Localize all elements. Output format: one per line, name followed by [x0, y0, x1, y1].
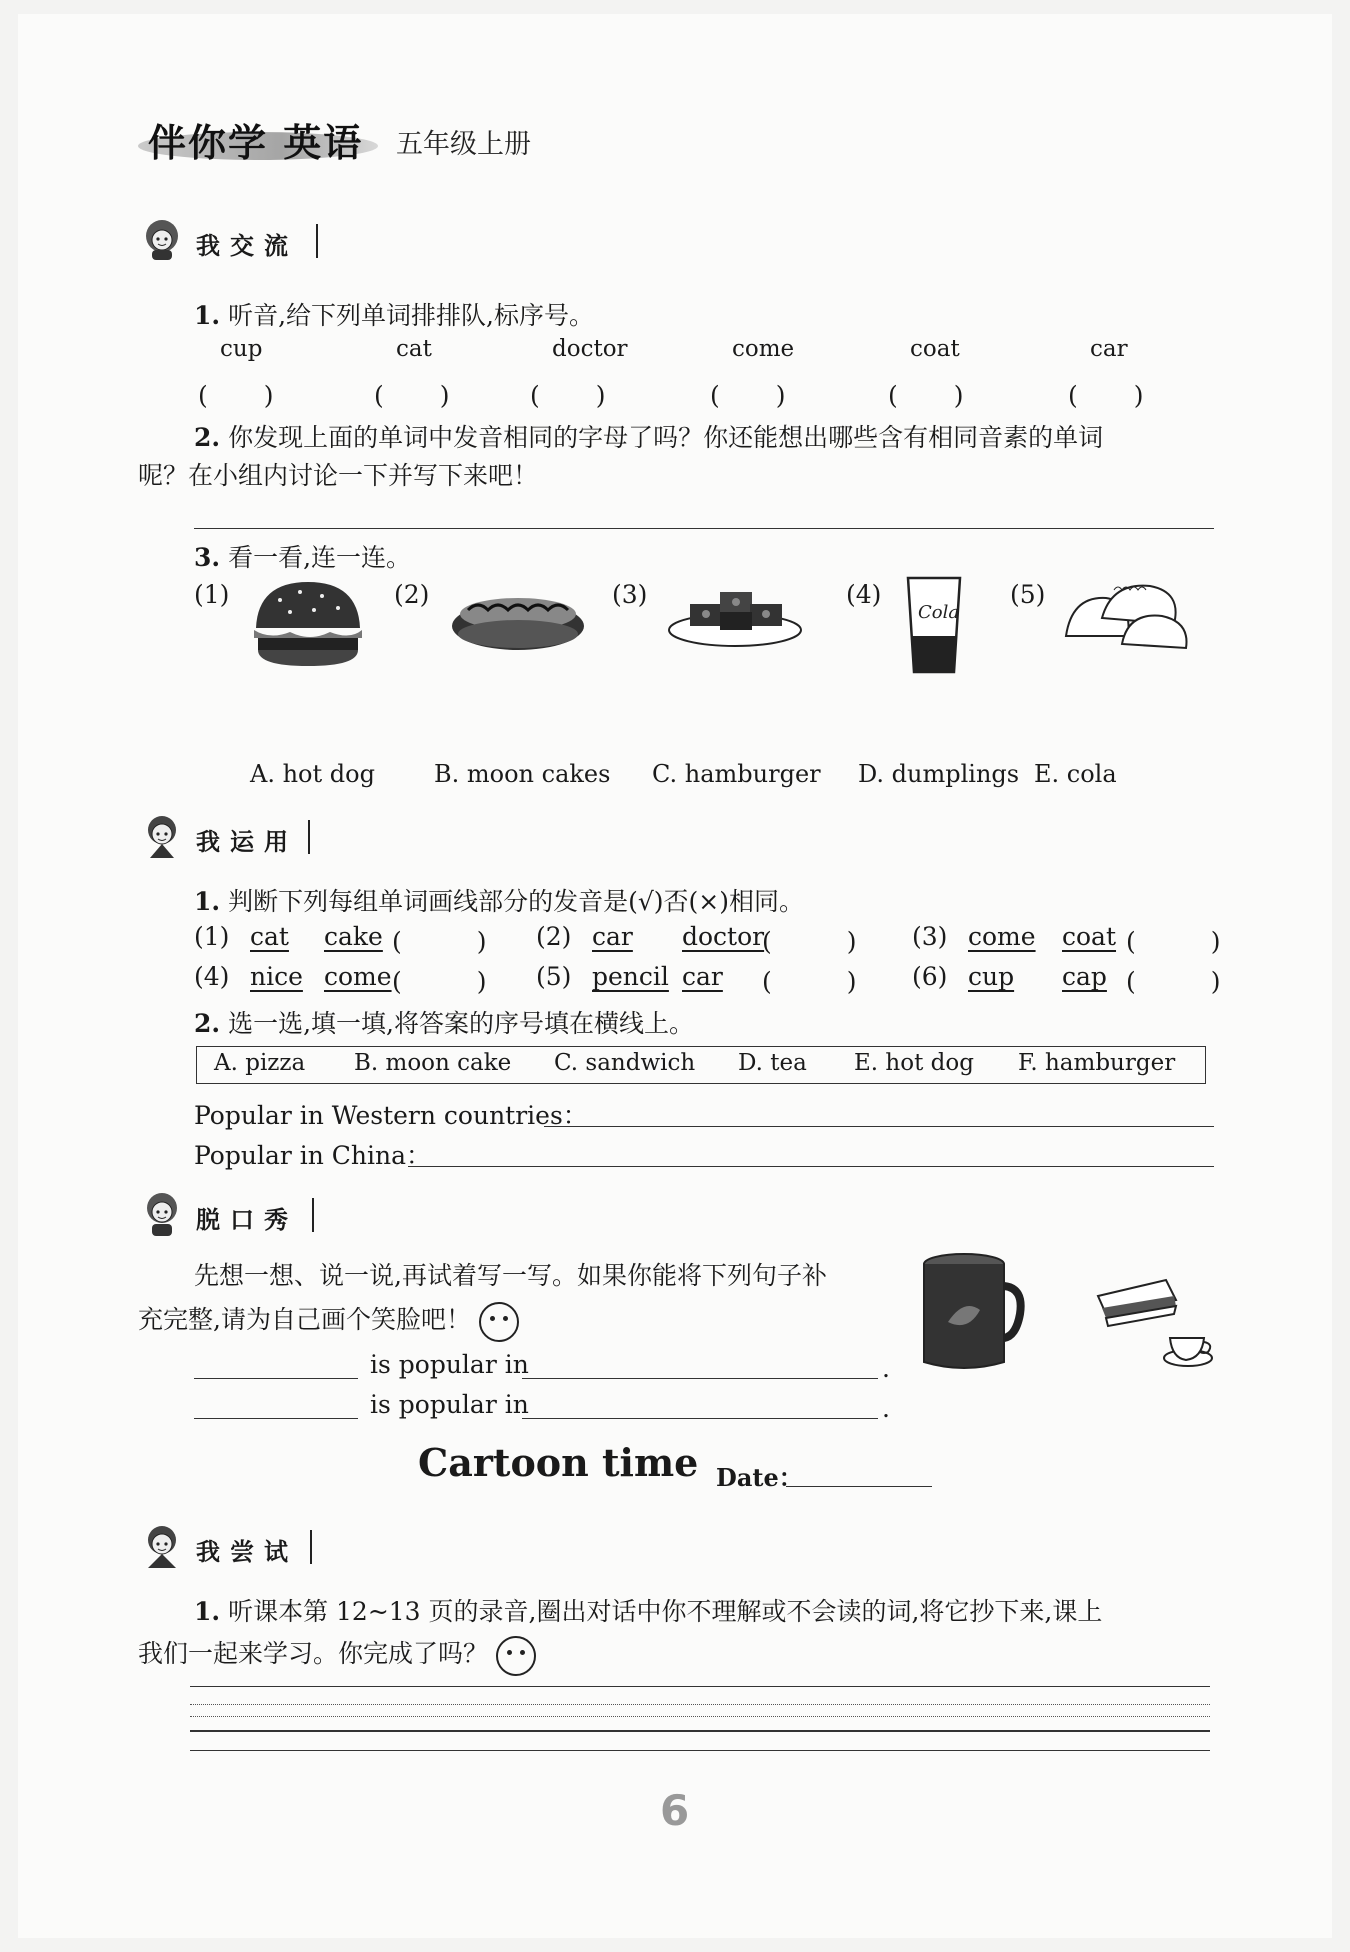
judge-paren-0[interactable]: ( )	[392, 927, 487, 956]
section-header-apply	[138, 812, 338, 856]
word-3: come	[732, 336, 795, 362]
hamburger-icon[interactable]	[250, 578, 366, 670]
girl-mascot-icon	[138, 1522, 186, 1570]
popular-china-answer-line[interactable]	[408, 1166, 1214, 1167]
try-instruction-line2	[138, 1634, 536, 1676]
question-text: 判断下列每组单词画线部分的发音是(√)否(×)相同。	[228, 887, 804, 916]
question-text: 看一看,连一连。	[228, 543, 412, 572]
picture-label-2: (2)	[394, 580, 430, 609]
talk-instruction-line1: 先想一想、说一说,再试着写一写。如果你能将下列句子补	[194, 1261, 827, 1290]
section-divider	[312, 1198, 314, 1232]
question-text: 你发现上面的单词中发音相同的字母了吗？你还能想出哪些含有相同音素的单词	[228, 423, 1104, 452]
cola-cup-icon[interactable]	[898, 574, 970, 678]
apply-q1-instruction	[194, 882, 804, 918]
order-paren-0[interactable]: ( )	[198, 381, 276, 410]
page-number: 6	[660, 1786, 690, 1835]
sentence2-period: .	[882, 1394, 890, 1423]
judge-word-b-2: coat	[1062, 922, 1117, 951]
book-subtitle: 五年级上册	[396, 129, 531, 160]
date-label: Date：	[716, 1463, 803, 1492]
order-paren-1[interactable]: ( )	[374, 381, 452, 410]
answer-line[interactable]	[194, 528, 1214, 529]
cola-label-text: Cola	[918, 602, 960, 623]
judge-word-b-0: cake	[324, 922, 383, 951]
judge-word-b-3: come	[324, 962, 392, 991]
order-paren-2[interactable]: ( )	[530, 381, 608, 410]
judge-number-2: (3)	[912, 922, 948, 951]
food-option-4: E. hot dog	[854, 1050, 974, 1076]
question-number: 1.	[194, 1597, 221, 1626]
popular-western-label: Popular in Western countries：	[194, 1101, 588, 1130]
section-header-communicate	[138, 216, 338, 260]
section-header-try	[138, 1522, 338, 1566]
picture-label-1: (1)	[194, 580, 230, 609]
food-option-1: B. moon cake	[354, 1050, 512, 1076]
copy-line-guide-1	[190, 1704, 1210, 1705]
judge-word-a-3: nice	[250, 962, 303, 991]
sentence2-food-blank[interactable]	[194, 1418, 358, 1419]
question-number: 1.	[194, 301, 221, 330]
sentence2-place-blank[interactable]	[522, 1418, 878, 1419]
copy-line-1[interactable]	[190, 1686, 1210, 1687]
moon-cakes-icon[interactable]	[666, 576, 804, 648]
judge-number-5: (6)	[912, 962, 948, 991]
sentence1-period: .	[882, 1354, 890, 1383]
judge-word-a-0: cat	[250, 922, 289, 951]
question-text: 选一选,填一填,将答案的序号填在横线上。	[228, 1009, 694, 1038]
judge-number-3: (4)	[194, 962, 230, 991]
picture-label-4: (4)	[846, 580, 882, 609]
sentence1-place-blank[interactable]	[522, 1378, 878, 1379]
question-number: 2.	[194, 1009, 221, 1038]
word-2: doctor	[552, 336, 628, 362]
popular-china-label: Popular in China：	[194, 1141, 432, 1170]
try-instruction-line1	[194, 1592, 1102, 1628]
q2-instruction-line1	[194, 418, 1103, 454]
judge-number-4: (5)	[536, 962, 572, 991]
sentence1-connector: is popular in	[370, 1350, 529, 1379]
judge-word-a-4: pencil	[592, 962, 669, 991]
dumplings-icon[interactable]	[1062, 578, 1192, 654]
copy-line-3[interactable]	[190, 1750, 1210, 1751]
section-divider	[308, 820, 310, 854]
sandwich-and-tea-icon	[1096, 1274, 1216, 1374]
cartoon-time-title: Cartoon time	[418, 1440, 699, 1485]
section-label: 我交流	[196, 232, 298, 260]
talk-instruction-line2	[138, 1300, 519, 1342]
picture-label-3: (3)	[612, 580, 648, 609]
judge-word-a-5: cup	[968, 962, 1015, 991]
picture-label-5: (5)	[1010, 580, 1046, 609]
book-title: 伴你学 英语	[148, 121, 364, 165]
judge-word-b-5: cap	[1062, 962, 1107, 991]
word-1: cat	[396, 336, 432, 362]
option-1: B. moon cakes	[434, 760, 611, 788]
food-option-0: A. pizza	[214, 1050, 306, 1076]
copy-line-2[interactable]	[190, 1730, 1210, 1732]
date-blank[interactable]	[786, 1486, 932, 1487]
order-paren-5[interactable]: ( )	[1068, 381, 1146, 410]
judge-paren-4[interactable]: ( )	[762, 967, 857, 996]
word-5: car	[1090, 336, 1128, 362]
girl-mascot-icon	[138, 812, 186, 860]
section-label: 我运用	[196, 828, 298, 856]
food-option-5: F. hamburger	[1018, 1050, 1176, 1076]
judge-paren-3[interactable]: ( )	[392, 967, 487, 996]
judge-word-a-1: car	[592, 922, 633, 951]
question-text: 听课本第 12~13 页的录音,圈出对话中你不理解或不会读的词,将它抄下来,课上	[228, 1597, 1103, 1626]
word-0: cup	[220, 336, 263, 362]
section-divider	[316, 224, 318, 258]
option-3: D. dumplings	[858, 760, 1020, 788]
smiley-face-icon[interactable]	[496, 1636, 536, 1676]
q3-instruction	[194, 538, 411, 574]
q1-instruction	[194, 296, 594, 332]
section-header-talk-show	[138, 1190, 338, 1234]
question-number: 1.	[194, 887, 221, 916]
sentence1-food-blank[interactable]	[194, 1378, 358, 1379]
judge-number-0: (1)	[194, 922, 230, 951]
question-number: 2.	[194, 423, 221, 452]
apply-q2-instruction	[194, 1004, 694, 1040]
word-4: coat	[910, 336, 960, 362]
smiley-face-icon[interactable]	[479, 1302, 519, 1342]
food-option-3: D. tea	[738, 1050, 807, 1076]
option-0: A. hot dog	[250, 760, 375, 788]
order-paren-3[interactable]: ( )	[710, 381, 788, 410]
instruction-text: 我们一起来学习。你完成了吗？	[138, 1639, 489, 1668]
option-2: C. hamburger	[652, 760, 821, 788]
option-4: E. cola	[1034, 760, 1117, 788]
popular-western-answer-line[interactable]	[544, 1126, 1214, 1127]
section-label: 脱口秀	[196, 1206, 298, 1234]
section-divider	[310, 1530, 312, 1564]
judge-word-b-4: car	[682, 962, 723, 991]
section-label: 我尝试	[196, 1538, 298, 1566]
judge-paren-1[interactable]: ( )	[762, 927, 857, 956]
girl-mascot-icon	[138, 1190, 186, 1238]
judge-paren-2[interactable]: ( )	[1126, 927, 1221, 956]
question-text: 听音,给下列单词排排队,标序号。	[228, 301, 594, 330]
instruction-text: 充完整,请为自己画个笑脸吧！	[138, 1305, 471, 1334]
kid-mascot-icon	[138, 216, 186, 264]
order-paren-4[interactable]: ( )	[888, 381, 966, 410]
tea-mug-icon	[918, 1252, 1026, 1374]
hot-dog-icon[interactable]	[448, 578, 588, 658]
judge-word-a-2: come	[968, 922, 1036, 951]
judge-paren-5[interactable]: ( )	[1126, 967, 1221, 996]
copy-line-guide-2	[190, 1716, 1210, 1717]
question-number: 3.	[194, 543, 221, 572]
judge-word-b-1: doctor	[682, 922, 765, 951]
food-option-2: C. sandwich	[554, 1050, 696, 1076]
sentence2-connector: is popular in	[370, 1390, 529, 1419]
q2-instruction-line2: 呢？在小组内讨论一下并写下来吧！	[138, 461, 539, 490]
judge-number-1: (2)	[536, 922, 572, 951]
